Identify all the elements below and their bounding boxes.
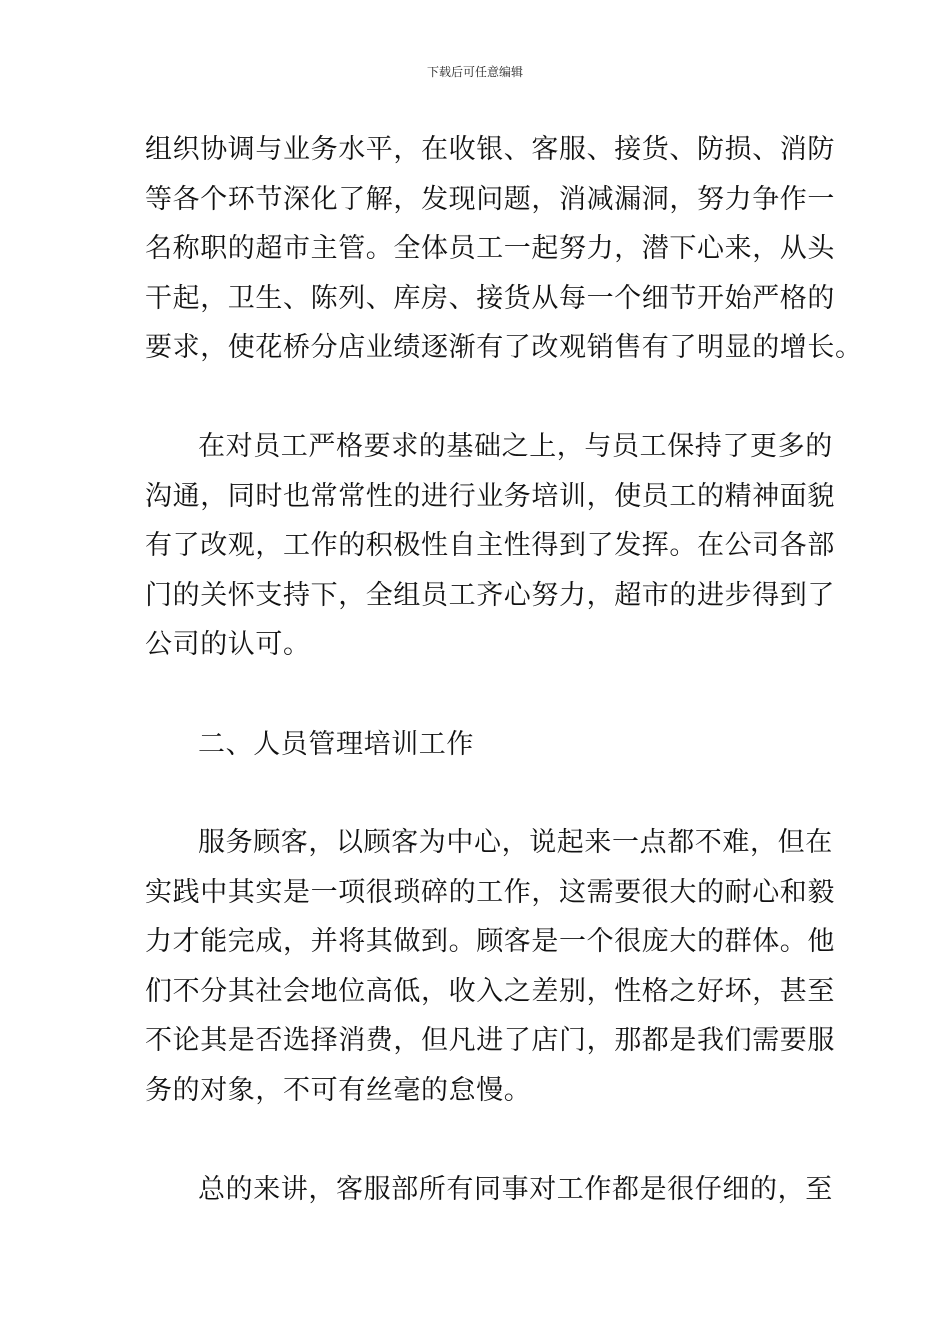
paragraph-1-line-4: 干起，卫生、陈列、库房、接货从每一个细节开始严格的 (145, 283, 835, 314)
paragraph-3-line-3: 力才能完成，并将其做到。顾客是一个很庞大的群体。他 (145, 926, 835, 957)
paragraph-2-line-4: 门的关怀支持下，全组员工齐心努力，超市的进步得到了 (145, 580, 835, 611)
header-note: 下载后可任意编辑 (426, 65, 523, 79)
paragraph-2-line-3: 有了改观，工作的积极性自主性得到了发挥。在公司各部 (145, 530, 835, 561)
paragraph-1-line-1: 组织协调与业务水平，在收银、客服、接货、防损、消防 (145, 134, 835, 165)
paragraph-3-line-5: 不论其是否选择消费，但凡进了店门，那都是我们需要服 (145, 1025, 835, 1056)
paragraph-1-line-2: 等各个环节深化了解，发现问题，消减漏洞，努力争作一 (145, 184, 835, 215)
paragraph-4-line-1: 总的来讲，客服部所有同事对工作都是很仔细的，至 (198, 1174, 833, 1205)
paragraph-3-line-2: 实践中其实是一项很琐碎的工作，这需要很大的耐心和毅 (145, 877, 835, 908)
paragraph-1-line-3: 名称职的超市主管。全体员工一起努力，潜下心来，从头 (145, 233, 835, 264)
paragraph-3-line-6: 务的对象，不可有丝毫的怠慢。 (145, 1075, 532, 1106)
paragraph-2-line-1: 在对员工严格要求的基础之上，与员工保持了更多的 (198, 431, 833, 462)
paragraph-2-line-5: 公司的认可。 (145, 629, 311, 660)
paragraph-3-line-1: 服务顾客，以顾客为中心，说起来一点都不难，但在 (198, 827, 833, 858)
paragraph-2-line-2: 沟通，同时也常常性的进行业务培训，使员工的精神面貌 (145, 481, 835, 512)
paragraph-1-line-5: 要求，使花桥分店业绩逐渐有了改观销售有了明显的增长。 (145, 332, 863, 363)
section-heading: 二、人员管理培训工作 (198, 729, 474, 760)
paragraph-3-line-4: 们不分其社会地位高低，收入之差别，性格之好坏，甚至 (145, 976, 835, 1007)
